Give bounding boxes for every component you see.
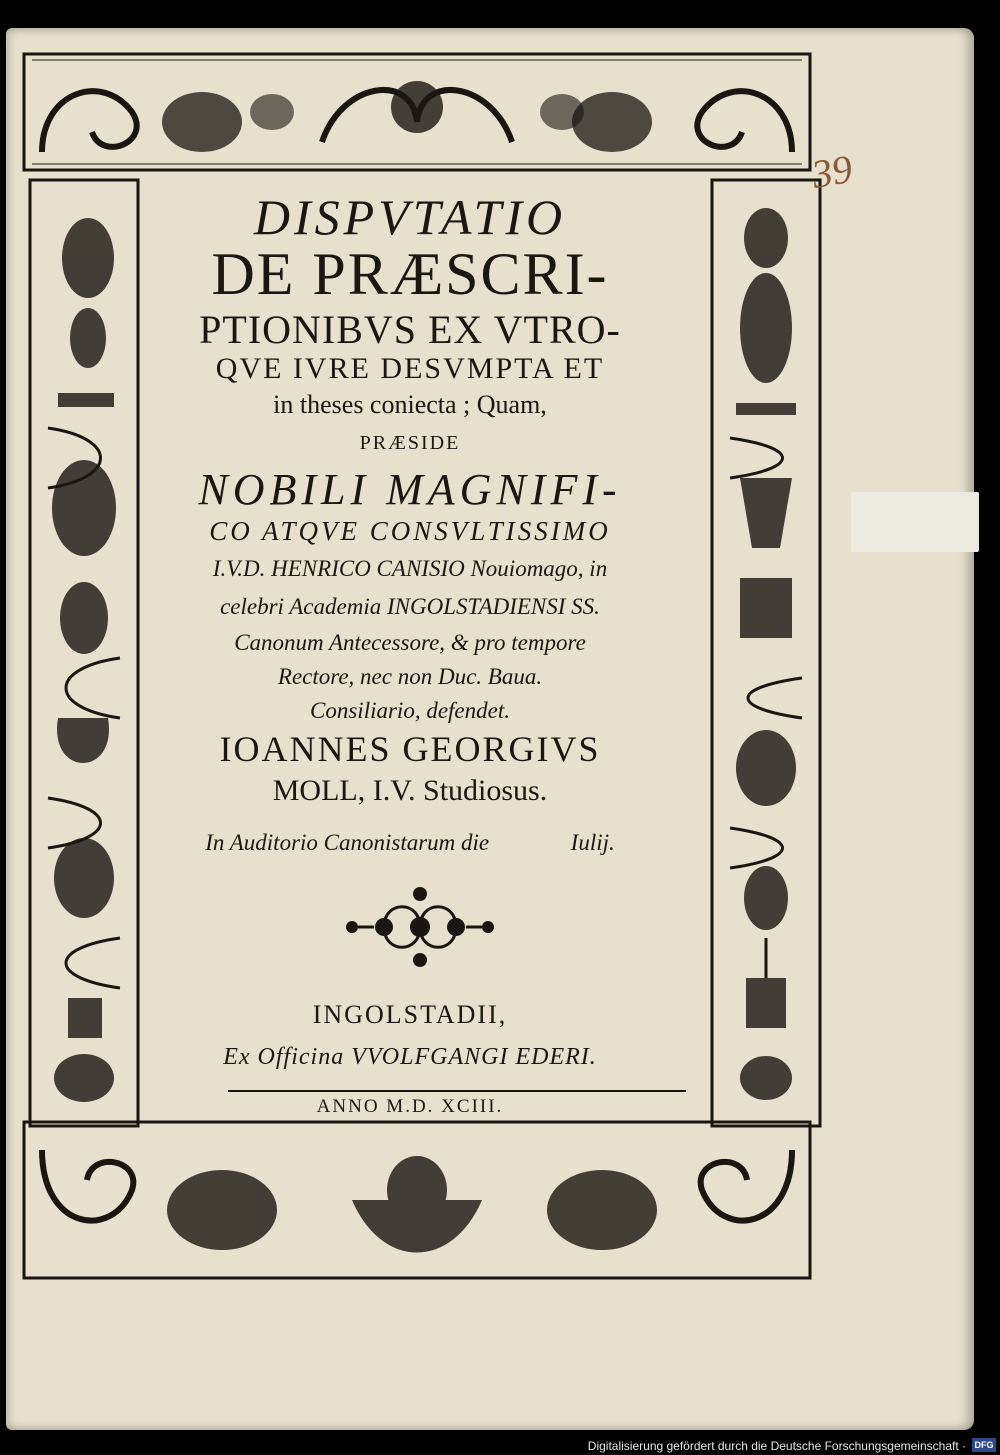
left-woodcut-border	[28, 178, 140, 1128]
imprint-printer: Ex Officina VVOLFGANGI EDERI.	[223, 1044, 597, 1070]
fleuron-ornament	[340, 880, 500, 975]
title-line-10: celebri Academia INGOLSTADIENSI SS.	[220, 594, 600, 619]
right-woodcut-border	[710, 178, 822, 1128]
title-line-3: PTIONIBVS EX VTRO-	[199, 307, 621, 352]
title-line-13: Consiliario, defendet.	[310, 698, 510, 723]
respondent-name: IOANNES GEORGIVS	[219, 729, 601, 769]
title-line-9: I.V.D. HENRICO CANISIO Nouiomago, in	[212, 556, 608, 581]
title-line-12: Rectore, nec non Duc. Baua.	[277, 664, 543, 689]
handwritten-page-number: 39	[808, 145, 856, 198]
imprint-rule	[228, 1090, 686, 1092]
title-line-8: CO ATQVE CONSVLTISSIMO	[209, 516, 611, 546]
imprint-year: ANNO M.D. XCIII.	[316, 1096, 504, 1117]
auditorium-line	[140, 830, 680, 856]
dfg-logo-icon: DFG	[972, 1438, 996, 1452]
title-line-11: Canonum Antecessore, & pro tempore	[234, 630, 586, 655]
title-line-4: QVE IVRE DESVMPTA ET	[215, 352, 605, 385]
month-text: Iulij.	[570, 830, 615, 855]
respondent-title: MOLL, I.V. Studiosus.	[272, 774, 548, 807]
praeside-label: PRÆSIDE	[359, 432, 461, 454]
imprint-place: INGOLSTADII,	[312, 1000, 508, 1029]
title-line-7: NOBILI MAGNIFI-	[198, 465, 622, 514]
paper-tab	[851, 492, 979, 552]
top-woodcut-border	[22, 52, 812, 172]
bottom-woodcut-border	[22, 1120, 812, 1280]
auditorium-text: In Auditorio Canonistarum die	[205, 830, 490, 855]
funding-credit: Digitalisierung gefördert durch die Deutsche Forschungsgemeinschaft ·	[587, 1439, 966, 1453]
title-line-5: in theses coniecta ; Quam,	[273, 390, 547, 419]
title-line-2: DE PRÆSCRI-	[211, 241, 609, 307]
title-line-1: DISPVTATIO	[253, 189, 567, 245]
